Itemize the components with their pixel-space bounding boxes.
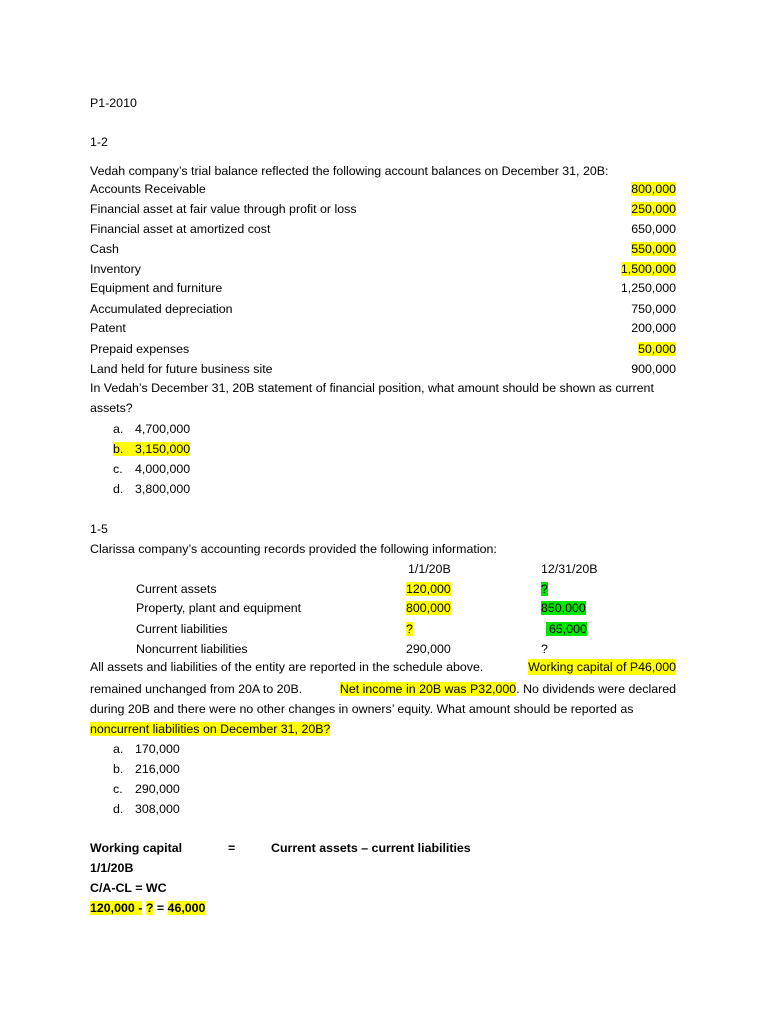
problem-1-5-text-line2: remained unchanged from 20A to 20B. Net income in 20B was P32,000. No dividends were declared (90, 682, 676, 696)
account-amount: 1,500,000 (620, 262, 676, 276)
schedule-row-label: Property, plant and equipment (136, 601, 302, 615)
account-name: Inventory (90, 262, 141, 276)
solution-calculation: 120,000 - ? = 46,000 (90, 901, 206, 915)
solution-equals: = (228, 841, 236, 855)
solution-date: 1/1/20B (90, 861, 134, 875)
account-amount: 1,250,000 (620, 281, 676, 295)
schedule-value-1: 800,000 (406, 601, 451, 615)
schedule-value-1: 290,000 (406, 642, 451, 656)
account-amount: 900,000 (631, 362, 676, 376)
account-name: Accounts Receivable (90, 182, 206, 196)
option-b: b. 216,000 (113, 762, 180, 776)
account-name: Prepaid expenses (90, 342, 190, 356)
problem-1-5-text-line4: noncurrent liabilities on December 31, 20B? (90, 722, 331, 736)
account-name: Financial asset at amortized cost (90, 222, 271, 236)
schedule-value-2: 850,000 (541, 601, 586, 615)
account-name: Equipment and furniture (90, 281, 223, 295)
account-amount: 650,000 (631, 222, 676, 236)
account-amount: 800,000 (631, 182, 676, 196)
problem-number-1-5: 1-5 (90, 522, 108, 536)
option-b-answer: b. 3,150,000 (113, 442, 191, 456)
document-id: P1-2010 (90, 96, 137, 110)
problem-1-5-intro: Clarissa company’s accounting records provided the following information: (90, 542, 497, 556)
schedule-row-label: Current assets (136, 582, 217, 596)
schedule-value-2: 65,000 (546, 621, 587, 637)
option-d: d. 3,800,000 (113, 482, 191, 496)
account-name: Cash (90, 242, 119, 256)
account-name: Patent (90, 321, 126, 335)
account-amount: 50,000 (638, 342, 676, 356)
problem-1-2-intro: Vedah company’s trial balance reflected the following account balances on December 31, 20B: (90, 164, 609, 178)
schedule-value-1: 120,000 (406, 582, 451, 596)
problem-1-5-text-line1: All assets and liabilities of the entity are reported in the schedule above. Working capital of P46,000 (90, 660, 676, 674)
option-d: d. 308,000 (113, 802, 180, 816)
account-name: Accumulated depreciation (90, 302, 233, 316)
column-header-2: 12/31/20B (541, 562, 598, 576)
schedule-value-2: ? (541, 642, 548, 656)
option-a: a. 4,700,000 (113, 422, 191, 436)
schedule-row-label: Noncurrent liabilities (136, 642, 248, 656)
column-header-1: 1/1/20B (408, 562, 451, 576)
question-1-2-line2: assets? (90, 401, 133, 415)
option-c: c. 290,000 (113, 782, 180, 796)
option-c: c. 4,000,000 (113, 462, 191, 476)
schedule-row-label: Current liabilities (136, 622, 228, 636)
problem-1-5-text-line3: during 20B and there were no other changes in owners’ equity. What amount should be reported as (90, 702, 634, 716)
schedule-value-2: ? (541, 582, 548, 596)
account-name: Financial asset at fair value through profit or loss (90, 202, 357, 216)
problem-number-1-2: 1-2 (90, 135, 108, 149)
option-a: a. 170,000 (113, 742, 180, 756)
account-amount: 750,000 (631, 302, 676, 316)
account-amount: 550,000 (631, 242, 676, 256)
solution-equation: C/A-CL = WC (90, 881, 167, 895)
solution-wc-label: Working capital (90, 841, 183, 855)
account-name: Land held for future business site (90, 362, 273, 376)
account-amount: 250,000 (631, 202, 676, 216)
schedule-value-1: ? (406, 622, 413, 636)
question-1-2-line1: In Vedah’s December 31, 20B statement of financial position, what amount should be shown as current (90, 381, 654, 395)
account-amount: 200,000 (631, 321, 676, 335)
solution-formula: Current assets – current liabilities (271, 841, 471, 855)
